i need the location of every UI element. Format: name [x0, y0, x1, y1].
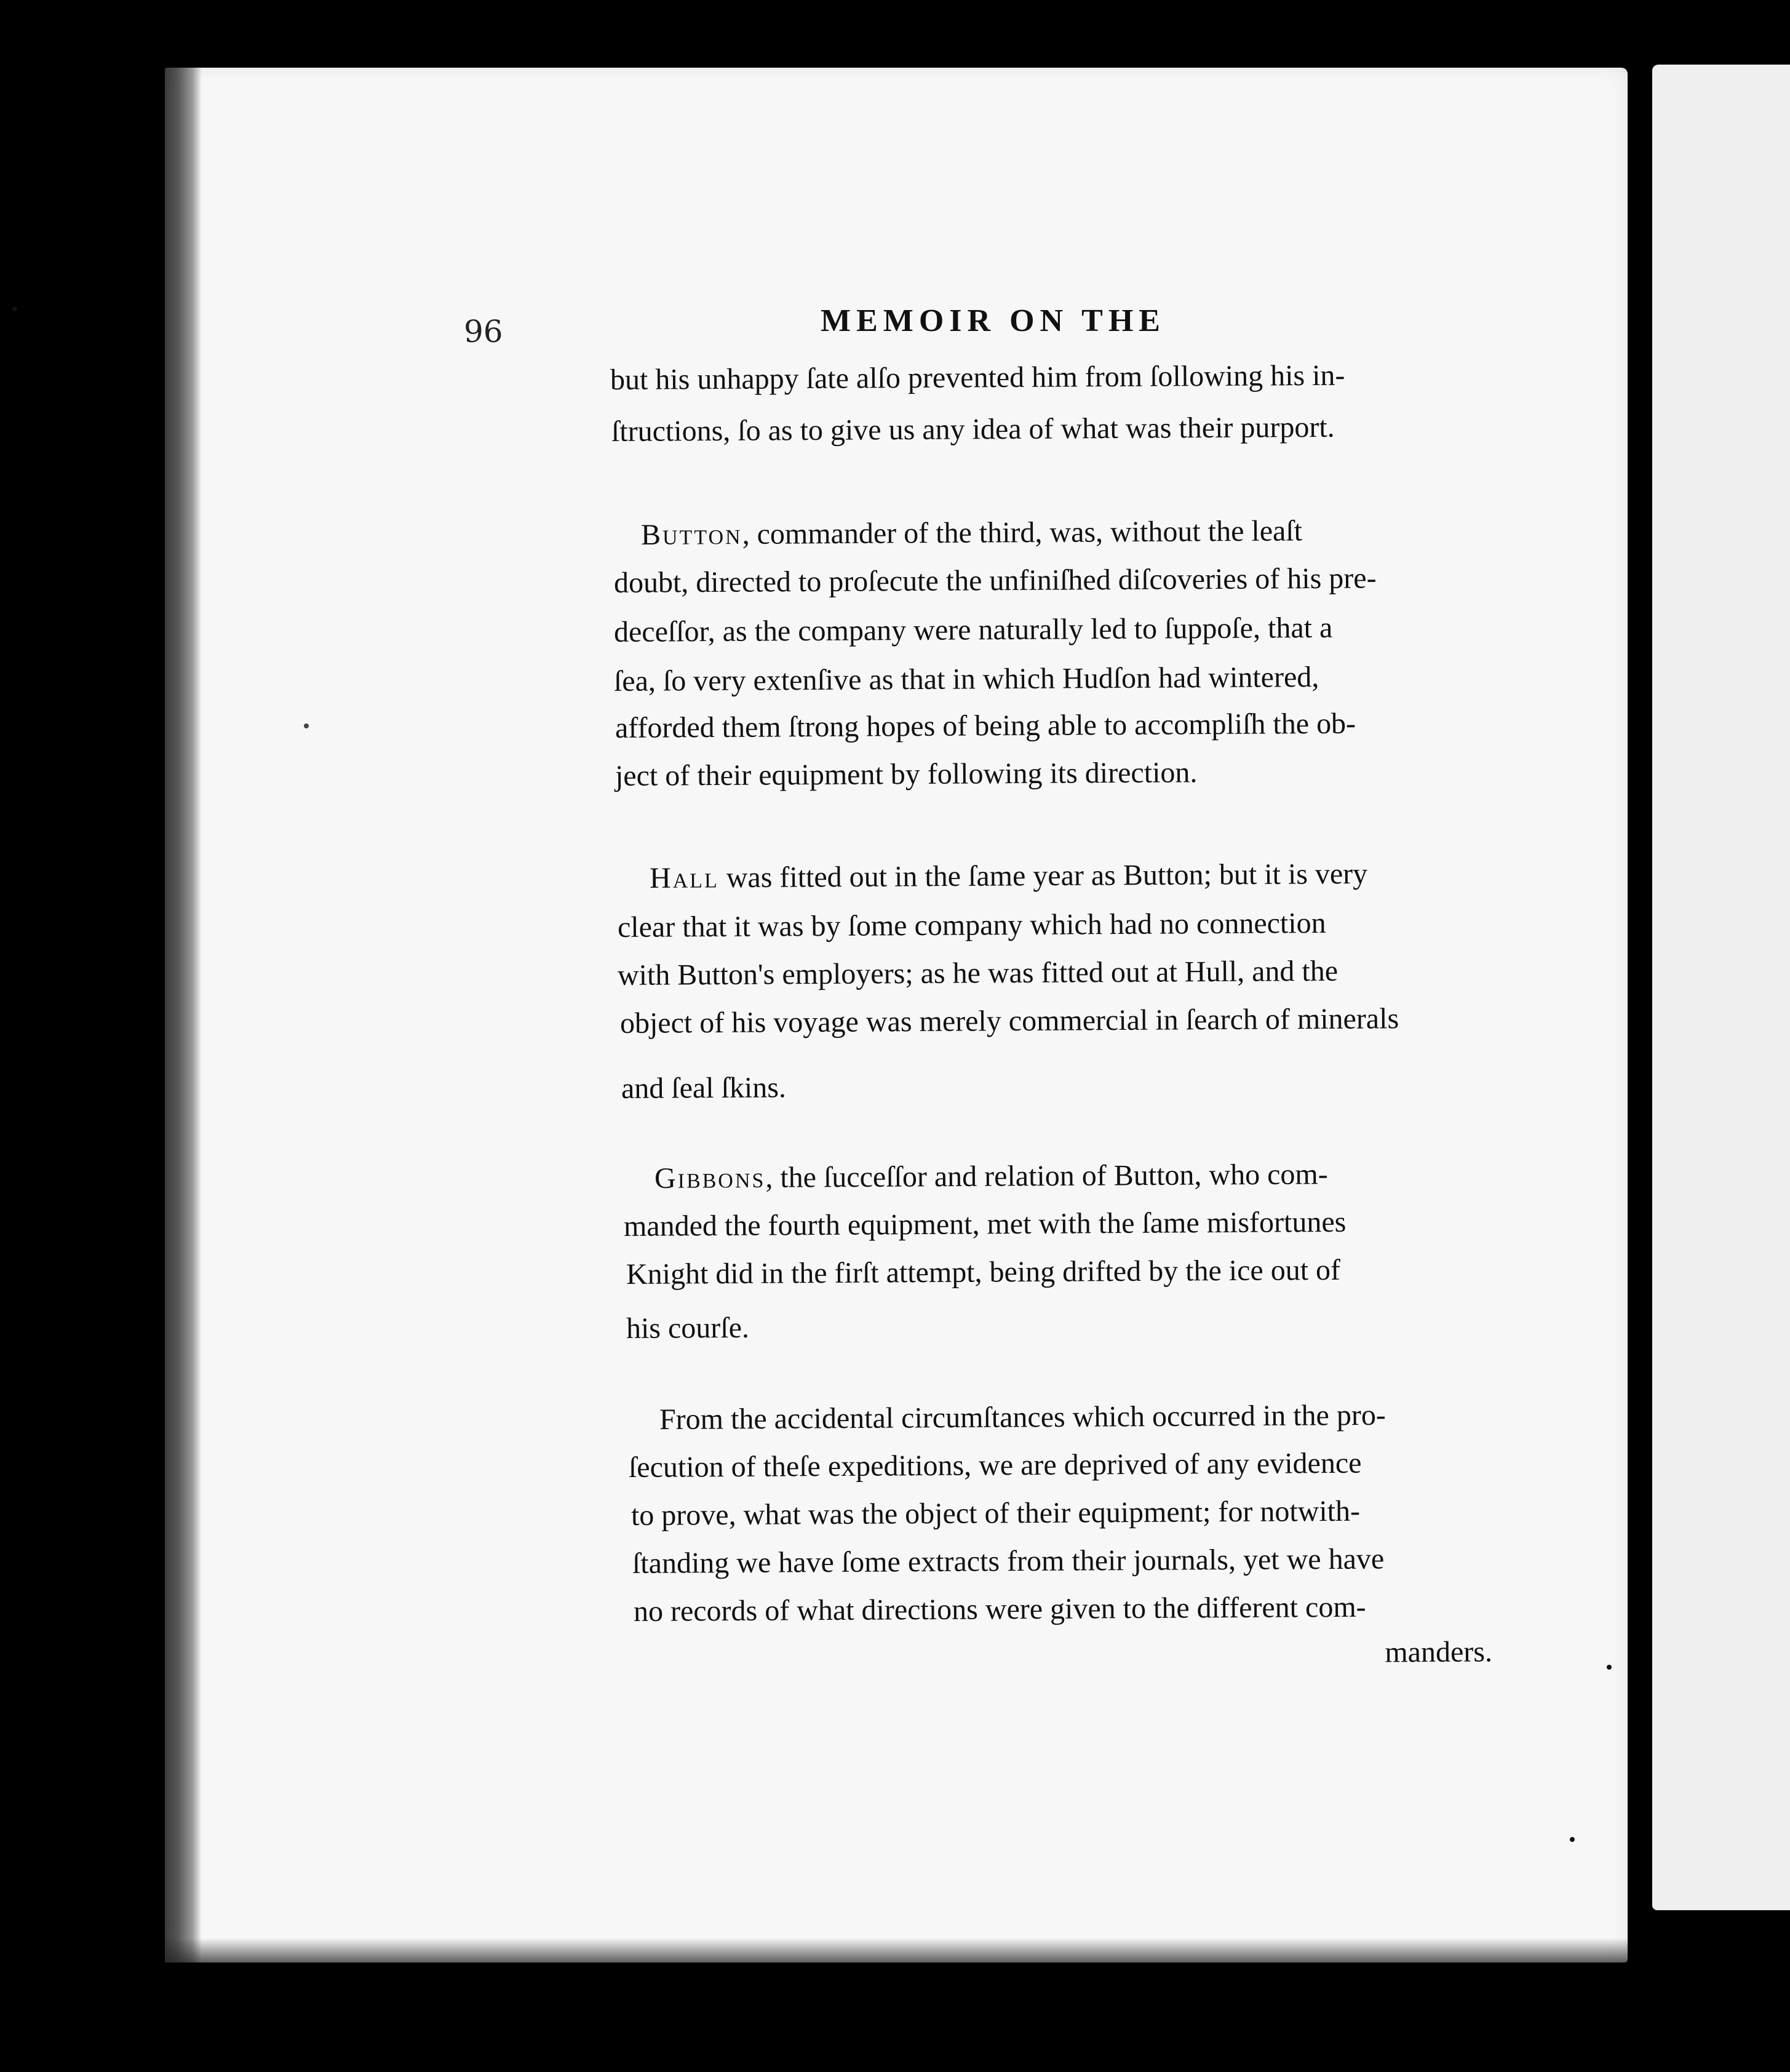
text-line: [650, 855, 1525, 897]
text-line: [615, 704, 1491, 747]
line-text: but his unhappy ſate alſo prevented him from ſollowing his in-: [610, 359, 1345, 396]
line-text: and ſeal ſkins.: [621, 1071, 787, 1105]
text-line: [611, 408, 1487, 450]
text-line: [618, 904, 1494, 946]
text-line: [654, 1155, 1530, 1197]
text-line: [632, 1540, 1508, 1582]
paragraph-lead-name: Button: [640, 517, 742, 551]
line-text: ſecution of theſe expeditions, we are deprived of any evidence: [628, 1446, 1362, 1484]
text-line: [618, 952, 1494, 994]
line-text: ſtanding we have ſome extracts from their journals, yet we have: [632, 1542, 1385, 1580]
line-text: clear that it was by ſome company which had no connection: [617, 906, 1326, 944]
scan-speck: [304, 723, 309, 728]
line-text: to prove, what was the object of their equipment; for notwith-: [630, 1494, 1361, 1532]
text-line: [620, 1000, 1496, 1042]
text-line: [634, 1588, 1510, 1630]
text-line: [659, 1396, 1535, 1438]
page-number: 96: [464, 314, 503, 349]
line-text: Knight did in the firſt attempt, being drifted by the ice out of: [626, 1253, 1341, 1291]
binding-edge: [165, 68, 202, 1962]
line-text: afforded them ſtrong hopes of being able to accompliſh the ob-: [615, 707, 1356, 744]
scan-speck: [12, 306, 17, 311]
paragraph-lead-name: Hall: [649, 861, 719, 895]
text-line: [610, 356, 1486, 399]
scan-speck: [1570, 1837, 1575, 1842]
line-text: deceſſor, as the company were naturally led to ſuppoſe, that a: [613, 611, 1333, 648]
facing-page-edge: [1652, 65, 1790, 1910]
text-line: [626, 1251, 1502, 1293]
text-line: [641, 511, 1517, 554]
line-text: ſea, ſo very extenſive as that in which Hudſon had wintered,: [613, 660, 1319, 698]
text-line: [614, 658, 1490, 700]
running-head: MEMOIR ON THE: [821, 303, 1166, 338]
line-text: his courſe.: [626, 1311, 750, 1345]
text-line: [631, 1492, 1507, 1534]
text-line: [615, 752, 1491, 795]
line-text: manded the fourth equipment, met with the ſame misfortunes: [623, 1205, 1346, 1243]
line-text: , the ſucceſſor and relation of Button, who com-: [765, 1158, 1328, 1194]
page-bottom-edge: [165, 1938, 1628, 1962]
line-text: object of his voyage was merely commercial in ſearch of minerals: [619, 1002, 1399, 1040]
line-text: , commander of the third, was, without the leaſt: [742, 514, 1303, 551]
text-line: [629, 1444, 1505, 1486]
text-line: [614, 559, 1490, 602]
line-text: From the accidental circumſtances which occurred in the pro-: [659, 1398, 1386, 1436]
line-text: doubt, directed to proſecute the unfiniſhed diſcoveries of his pre-: [613, 562, 1377, 599]
scan-speck: [1607, 1665, 1612, 1670]
line-text: manders.: [1385, 1635, 1493, 1669]
line-text: ſtructions, ſo as to give us any idea of what was their purport.: [611, 410, 1335, 448]
text-line: [634, 1633, 1492, 1676]
line-text: with Button's employers; as he was fitted out at Hull, and the: [617, 954, 1339, 992]
text-line: [621, 1065, 1497, 1107]
text-line: [624, 1203, 1500, 1245]
text-line: [614, 608, 1490, 651]
line-text: ject of their equipment by following its direction.: [615, 756, 1198, 792]
paragraph-lead-name: Gibbons: [654, 1161, 766, 1195]
line-text: no records of what directions were given to the different com-: [633, 1590, 1366, 1628]
text-line: [626, 1305, 1502, 1347]
line-text: was fitted out in the ſame year as Button; but it is very: [718, 857, 1368, 895]
